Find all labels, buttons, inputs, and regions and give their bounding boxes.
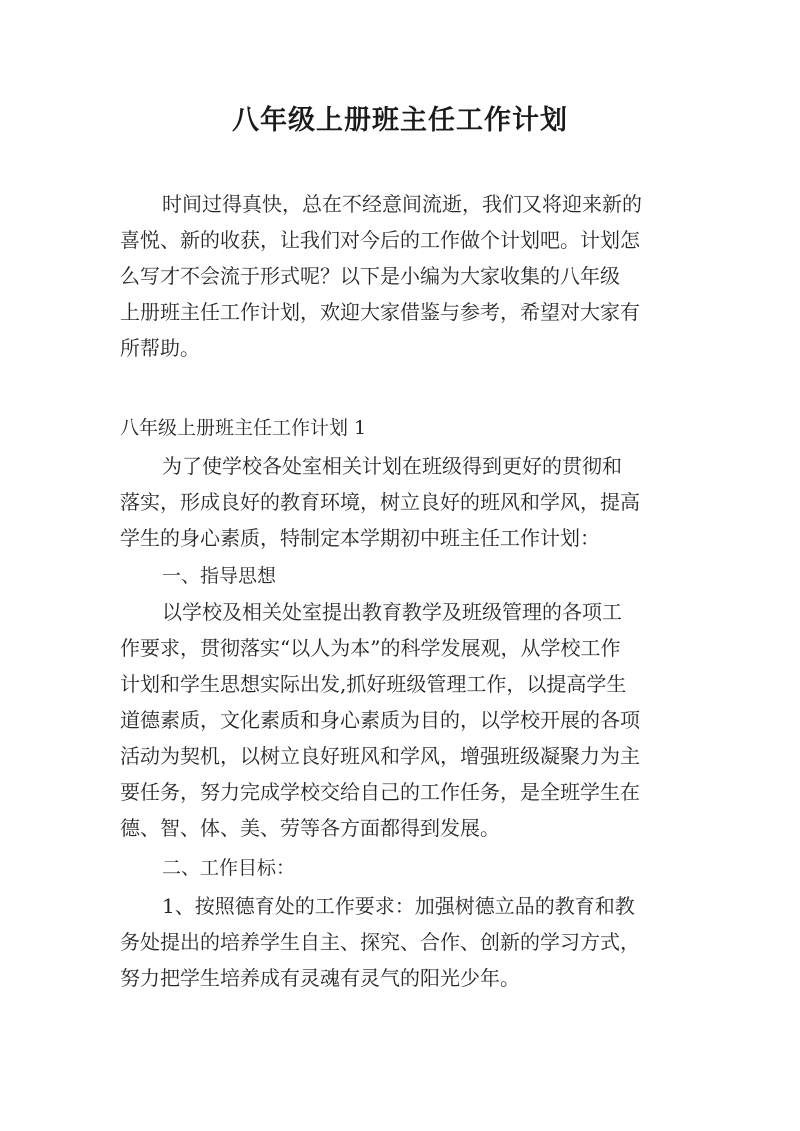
intro-line: 喜悦、新的收获，让我们对今后的工作做个计划吧。计划怎: [120, 228, 640, 252]
guiding-line: 作要求，贯彻落实“以人为本”的科学发展观，从学校工作: [120, 636, 621, 660]
document-title: 八年级上册班主任工作计划: [232, 105, 568, 136]
section-title: 八年级上册班主任工作计划 1: [120, 417, 367, 439]
intro-line: 时间过得真快，总在不经意间流逝，我们又将迎来新的: [162, 192, 642, 216]
heading-guiding-thought: 一、指导思想: [162, 565, 277, 587]
section-intro-line: 落实，形成良好的教育环境，树立良好的班风和学风，提高: [120, 490, 640, 514]
intro-line: 上册班主任工作计划，欢迎大家借鉴与参考，希望对大家有: [120, 300, 640, 324]
heading-work-goals: 二、工作目标：: [162, 857, 296, 879]
guiding-line: 德、智、体、美、劳等各方面都得到发展。: [120, 816, 500, 840]
goal-line: 1、按照德育处的工作要求：加强树德立品的教育和教: [162, 894, 635, 918]
guiding-line: 以学校及相关处室提出教育教学及班级管理的各项工: [162, 600, 622, 624]
goal-line: 努力把学生培养成有灵魂有灵气的阳光少年。: [120, 966, 520, 990]
intro-line: 么写才不会流于形式呢？以下是小编为大家收集的八年级: [120, 264, 620, 288]
goal-line: 务处提出的培养学生自主、探究、合作、创新的学习方式，: [120, 930, 640, 954]
section-intro-line: 学生的身心素质，特制定本学期初中班主任工作计划：: [120, 526, 600, 550]
guiding-line: 要任务，努力完成学校交给自己的工作任务，是全班学生在: [120, 780, 640, 804]
intro-line: 所帮助。: [120, 336, 200, 360]
guiding-line: 活动为契机，以树立良好班风和学风，增强班级凝聚力为主: [120, 744, 640, 768]
section-intro-line: 为了使学校各处室相关计划在班级得到更好的贯彻和: [162, 454, 622, 478]
guiding-line: 计划和学生思想实际出发,抓好班级管理工作，以提高学生: [120, 672, 627, 696]
guiding-line: 道德素质，文化素质和身心素质为目的，以学校开展的各项: [120, 708, 640, 732]
